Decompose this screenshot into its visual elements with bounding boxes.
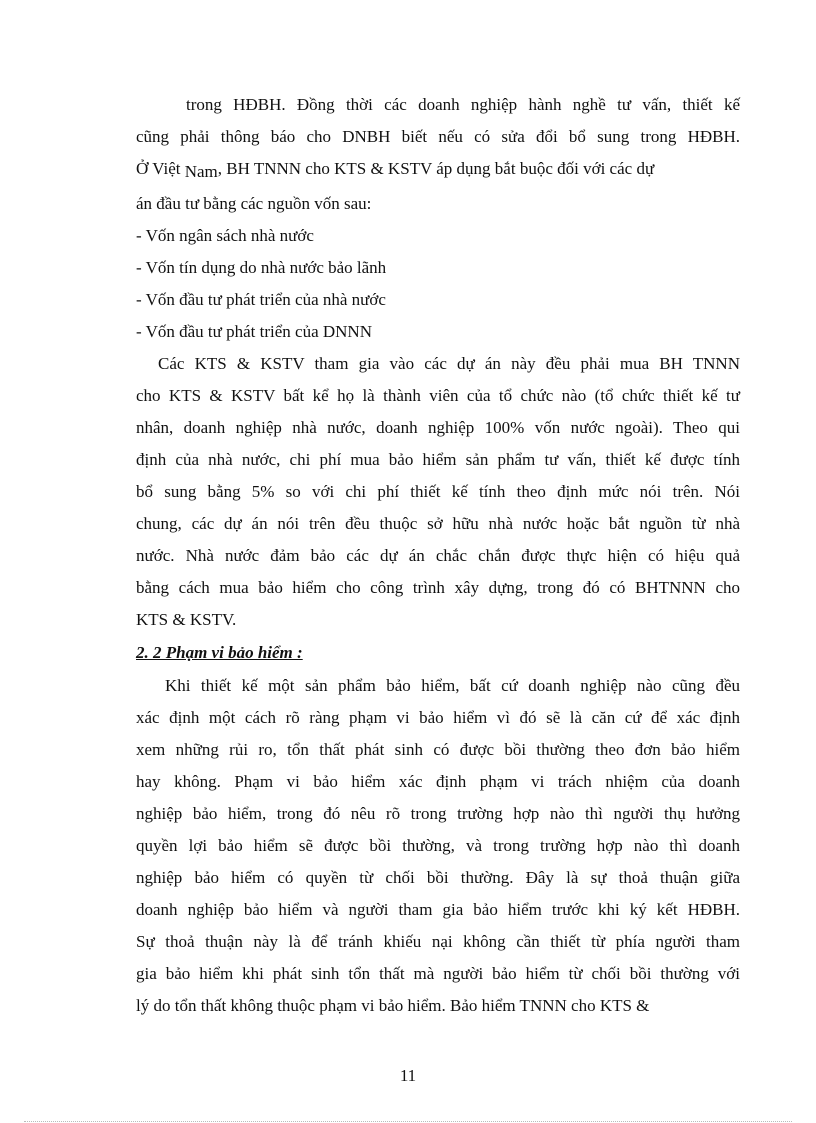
text-line: chung, các dự án nói trên đều thuộc sở hữu nhà nước hoặc bắt nguồn từ nhà [136,514,740,533]
page-bottom-divider [24,1121,792,1122]
section-heading: 2. 2 Phạm vi bảo hiểm : [136,643,303,662]
text-line: lý do tổn thất không thuộc phạm vi bảo hiểm. Bảo hiểm TNNN cho KTS & [136,996,650,1015]
list-item: - Vốn đầu tư phát triển của nhà nước [136,290,386,309]
text-line: nước. Nhà nước đảm bảo các dự án chắc chắn được thực hiện có hiệu quả [136,546,740,565]
list-item: - Vốn tín dụng do nhà nước bảo lãnh [136,258,387,277]
text-fragment: Nam [184,162,218,181]
page-number: 11 [399,1066,417,1085]
text-line: nhân, doanh nghiệp nhà nước, doanh nghiệp 100% vốn nước ngoài). Theo qui [136,418,740,437]
text-line: Các KTS & KSTV tham gia vào các dự án này đều phải mua BH TNNN [158,354,740,373]
text-line: KTS & KSTV. [136,610,237,629]
list-item: - Vốn ngân sách nhà nước [136,226,314,245]
text-line: định của nhà nước, chi phí mua bảo hiểm sản phẩm tư vấn, thiết kế được tính [136,450,740,469]
text-line: cho KTS & KSTV bất kể họ là thành viên của tổ chức nào (tổ chức thiết kế tư [136,386,740,405]
text-line: trong HĐBH. Đồng thời các doanh nghiệp hành nghề tư vấn, thiết kế [186,95,740,114]
text-line: xác định một cách rõ ràng phạm vi bảo hiểm vì đó sẽ là căn cứ để xác định [136,708,740,727]
list-item: - Vốn đầu tư phát triển của DNNN [136,322,372,341]
text-line: bổ sung bằng 5% so với chi phí thiết kế tính theo định mức nói trên. Nói [136,482,740,501]
text-line: hay không. Phạm vi bảo hiểm xác định phạm vi trách nhiệm của doanh [136,772,740,791]
text-line: quyền lợi bảo hiểm sẽ được bồi thường, và trong trường hợp nào thì doanh [136,836,740,855]
text-line: doanh nghiệp bảo hiểm và người tham gia bảo hiểm trước khi ký kết HĐBH. [136,900,740,919]
text-line: bằng cách mua bảo hiểm cho công trình xây dựng, trong đó có BHTNNN cho [136,578,740,597]
text-fragment: , BH TNNN cho KTS & KSTV áp dụng bắt buộc đối với các dự [217,159,655,178]
text-line: nghiệp bảo hiểm, trong đó nêu rõ trong trường hợp nào thì người thụ hưởng [136,804,740,823]
text-line: Khi thiết kế một sản phẩm bảo hiểm, bất cứ doanh nghiệp nào cũng đều [165,676,740,695]
text-line [136,159,740,179]
text-line: xem những rủi ro, tổn thất phát sinh có được bồi thường theo đơn bảo hiểm [136,740,740,759]
text-fragment: Ở Việt [136,159,181,178]
text-line: cũng phải thông báo cho DNBH biết nếu có sửa đổi bổ sung trong HĐBH. [136,127,740,146]
text-line: Sự thoả thuận này là để tránh khiếu nại không cần thiết từ phía người tham [136,932,740,951]
text-line: gia bảo hiểm khi phát sinh tổn thất mà người bảo hiểm từ chối bồi thường với [136,964,740,983]
text-line: nghiệp bảo hiểm có quyền từ chối bồi thường. Đây là sự thoả thuận giữa [136,868,740,887]
text-line: án đầu tư bằng các nguồn vốn sau: [136,194,372,213]
